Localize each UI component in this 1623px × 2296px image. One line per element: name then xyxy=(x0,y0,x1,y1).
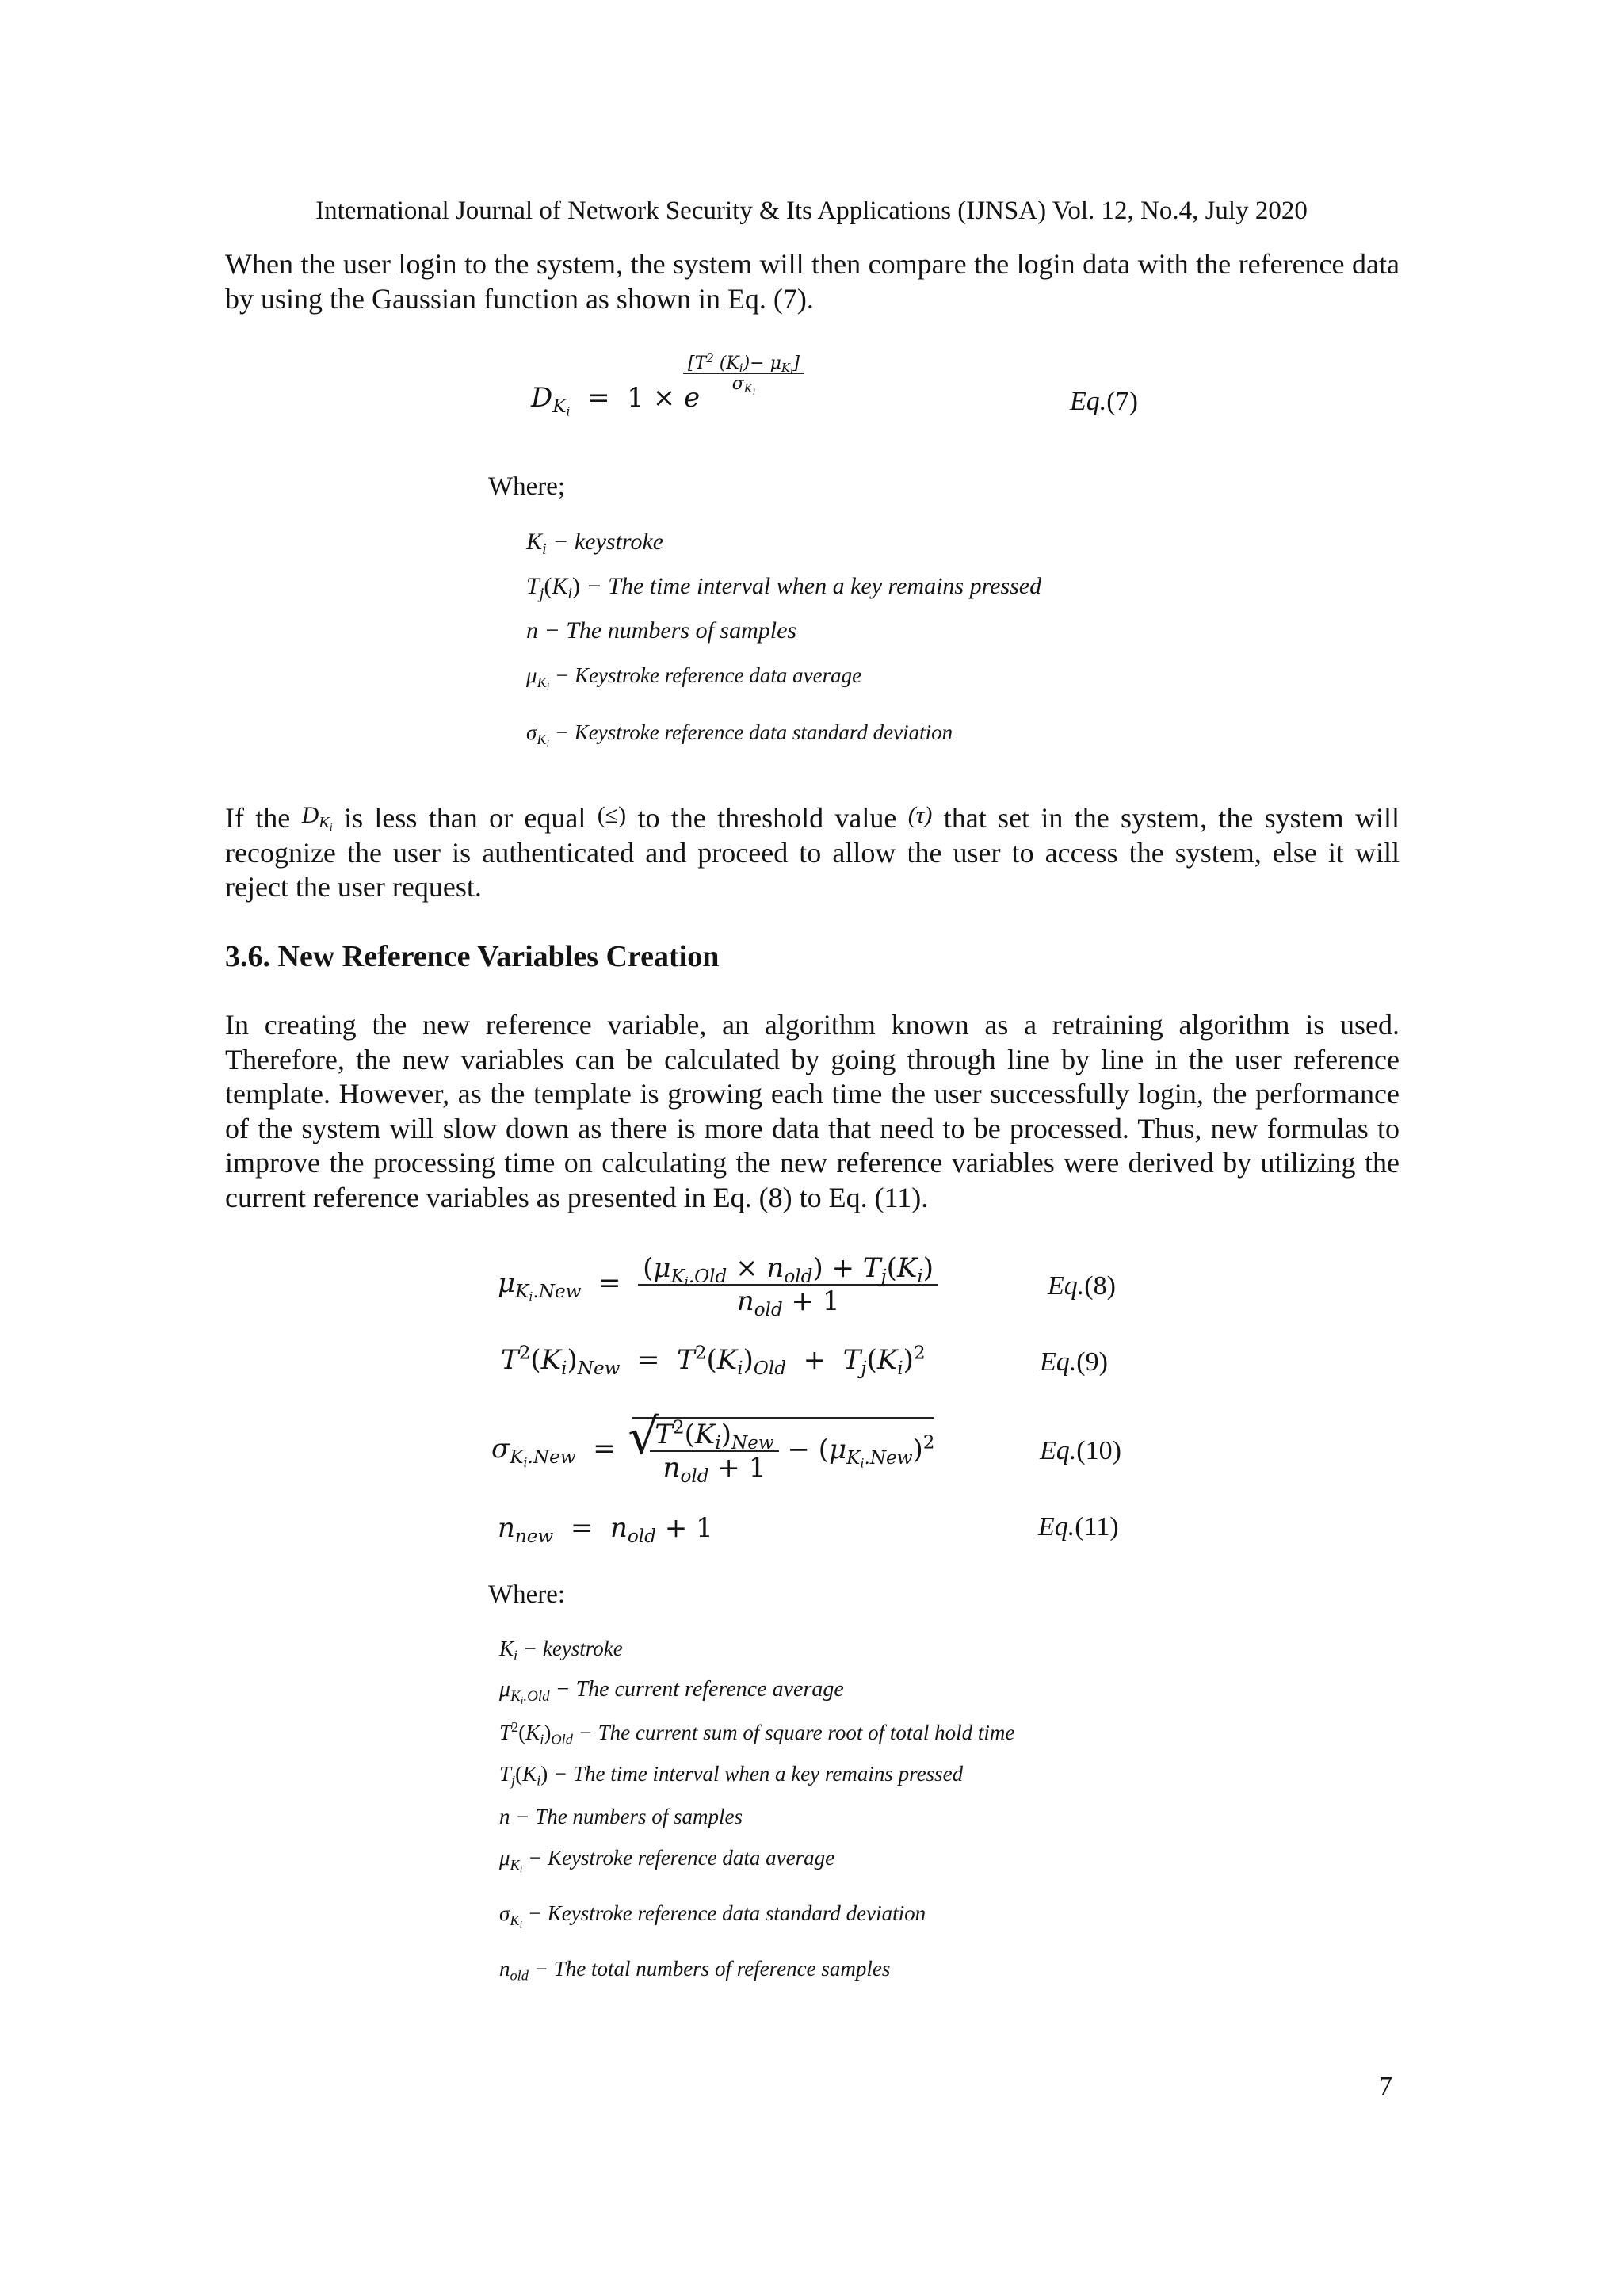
equation-7: $D_{K_i} = 1 \times e$ xyxy=(531,382,701,419)
definition-std-dev: $\sigma_{K_i}$ − Keystroke reference data standard deviation xyxy=(526,720,953,750)
paragraph-retraining: In creating the new reference variable, an algorithm known as a retraining algorithm is used. Therefore, the new variables can be calculated by going through line by line in the user reference template. However, as the template is growing each time the user successfully login, the performance of the system will slow down as there is more data that need to be processed. Thus, new formulas to improve the processing time on calculating the new reference variables were derived by utilizing the current reference variables as presented in Eq. (8) to Eq. (11). xyxy=(225,1009,1400,1213)
paragraph-threshold: If the $D_{K_i}$ is less than or equal (≤) to the threshold value (τ) that set in the system, the system will recognize the user is authenticated and proceed to allow the user to access the system, else it will reject the user request. xyxy=(225,798,1400,905)
paragraph-intro: When the user login to the system, the system will then compare the login data with the reference data by using the Gaussian function as shown in Eq. (7). xyxy=(225,248,1400,315)
equation-8: $\mu_{K_i.New}$ = $\frac{(\mu_{K_i.Old} \times n_{old}) + T_j(K_i)}{n_{old} + 1}$ xyxy=(498,1252,938,1317)
where-label-1: Where; xyxy=(488,472,566,501)
equation-9-label: Eq.(9) xyxy=(1040,1347,1108,1377)
equation-7-label: Eq.(7) xyxy=(1070,387,1138,416)
definition2-reference-samples: $n_{old}$ − The total numbers of reference samples xyxy=(499,1957,891,1984)
equation-9: $T^2(K_i)_{New} = T^2(K_i)_{Old} + T_j(K_i)^2$ xyxy=(501,1343,926,1379)
equation-11: $n_{new} = n_{old} + 1$ xyxy=(498,1512,713,1547)
equation-10: $\sigma_{K_i.New}$ = √ $\frac{T^2(K_i)_{New}}{n_{old} + 1}$ − $(\mu_{K_i.New})^2$ xyxy=(491,1408,935,1487)
equation-8-label: Eq.(8) xyxy=(1048,1271,1116,1301)
definition2-samples: n − The numbers of samples xyxy=(499,1805,743,1828)
inline-leq: (≤) xyxy=(597,802,627,828)
definition2-current-average: $\mu_{K_i.Old}$ − The current reference average xyxy=(499,1677,844,1706)
definition-samples: n − The numbers of samples xyxy=(526,617,797,644)
definition2-std-dev: $\sigma_{K_i}$ − Keystroke reference data standard deviation xyxy=(499,1901,926,1931)
running-header: International Journal of Network Security & Its Applications (IJNSA) Vol. 12, No.4, July 2020 xyxy=(315,197,1308,225)
definition2-hold-time: $T_j(K_i)$ − The time interval when a key remains pressed xyxy=(499,1762,964,1789)
definition2-sum-square: $T^2(K_i)_{Old}$ − The current sum of square root of total hold time xyxy=(499,1718,1015,1748)
definition-average: $\mu_{K_i}$ − Keystroke reference data average xyxy=(526,663,862,693)
definition-keystroke: $K_i$ − keystroke xyxy=(526,529,664,559)
where-label-2: Where: xyxy=(488,1580,566,1609)
equation-11-label: Eq.(11) xyxy=(1038,1512,1119,1541)
sqrt-radical: √ $\frac{T^2(K_i)_{New}}{n_{old} + 1}$ − $(\mu_{K_i.New})^2$ xyxy=(628,1408,935,1487)
definition2-keystroke: $K_i$ − keystroke xyxy=(499,1637,623,1664)
inline-dki: $D_{K_i}$ xyxy=(301,802,333,835)
inline-tau: (τ) xyxy=(907,802,933,828)
equation-10-label: Eq.(10) xyxy=(1040,1436,1121,1465)
section-heading: 3.6. New Reference Variables Creation xyxy=(225,940,720,973)
definition-hold-time: $T_j(K_i)$ − The time interval when a key remains pressed xyxy=(526,573,1042,603)
equation-7-exponent: $\frac{[T^2 (K_i)- \mu_{K_i}]}{\sigma_{K_i}}$ xyxy=(683,353,804,394)
page-number: 7 xyxy=(1379,2072,1392,2101)
definition2-average: $\mu_{K_i}$ − Keystroke reference data average xyxy=(499,1846,835,1875)
